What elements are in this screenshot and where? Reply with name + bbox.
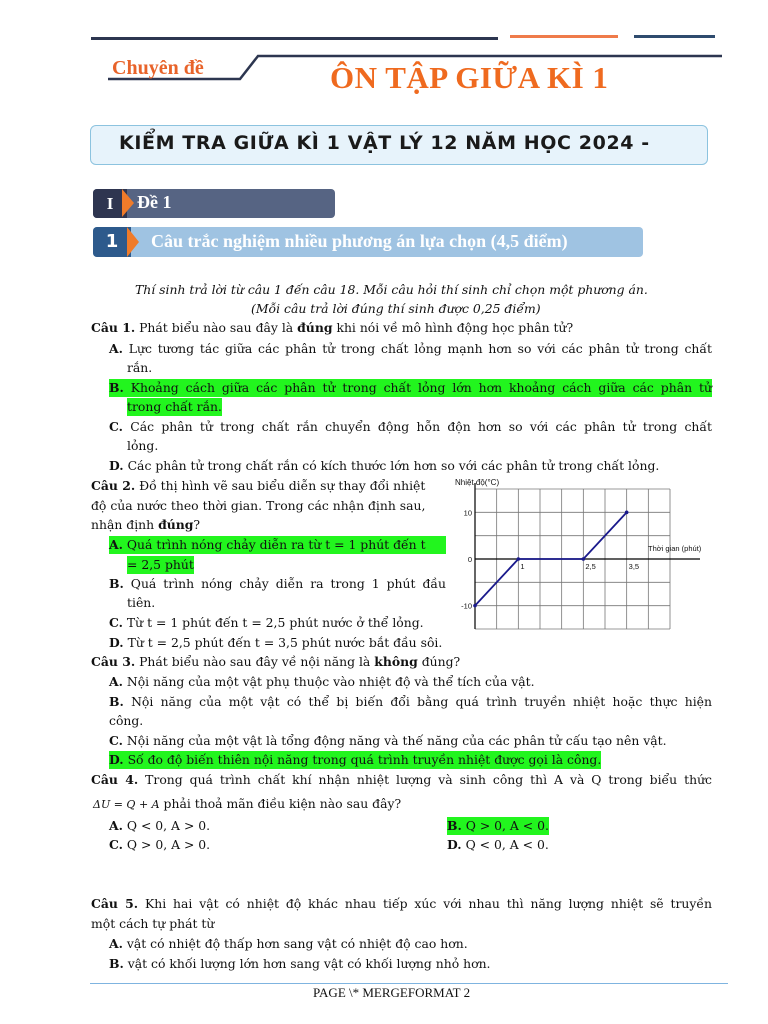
- option-label: B.: [109, 380, 124, 395]
- q1-option-c[interactable]: [109, 418, 712, 436]
- q1-option-c-cont: lỏng.: [127, 438, 159, 453]
- option-label: D.: [109, 752, 124, 767]
- question-text: Trong quá trình chất khí nhận nhiệt lượng và sinh công thì A và Q trong biểu thức: [138, 772, 712, 787]
- option-text: Từ t = 1 phút đến t = 2,5 phút nước ở thể lỏng.: [122, 615, 424, 630]
- option-text: Q > 0, A > 0.: [122, 837, 211, 852]
- option-text: vật có nhiệt độ thấp hơn sang vật có nhiệt độ cao hơn.: [122, 936, 468, 951]
- option-label: A.: [109, 818, 123, 833]
- option-label: D.: [109, 458, 124, 473]
- option-text: Q > 0, A < 0.: [461, 818, 549, 833]
- question-emphasis: đúng: [158, 517, 194, 532]
- option-text: Nội năng của một vật là tổng động năng và thế năng của các phân tử cấu tạo nên vật.: [122, 733, 667, 748]
- q3-option-b-cont: công.: [109, 713, 144, 728]
- option-label: A.: [109, 674, 123, 689]
- footer-rule: [90, 983, 728, 984]
- q2-option-b[interactable]: [109, 575, 446, 593]
- data-point: [625, 511, 629, 515]
- q3-option-c[interactable]: [109, 732, 667, 750]
- option-label: D.: [109, 635, 124, 650]
- q3-option-b[interactable]: [109, 693, 712, 711]
- q2-option-c[interactable]: [109, 614, 424, 632]
- exam-banner: [90, 125, 708, 165]
- option-text: Khoảng cách giữa các phân tử trong chất lỏng lớn hơn khoảng cách giữa các phân tử: [123, 380, 712, 395]
- option-label: B.: [109, 694, 124, 709]
- temperature-time-chart: [453, 477, 718, 637]
- x-axis-label: Thời gian (phút): [648, 544, 702, 553]
- header-rule-navy: [634, 35, 715, 38]
- question-text: Khi hai vật có nhiệt độ khác nhau tiếp xúc với nhau thì năng lượng nhiệt sẽ truyền: [138, 896, 712, 911]
- section-arrow-icon: [127, 227, 139, 257]
- page-footer: PAGE \* MERGEFORMAT 2: [313, 985, 471, 1000]
- option-label: C.: [109, 733, 123, 748]
- question-emphasis: không: [374, 654, 418, 669]
- question-5: [91, 895, 712, 913]
- y-tick-label: -10: [461, 601, 472, 611]
- option-text: Quá trình nóng chảy diễn ra từ t = 1 phút đến t: [122, 537, 426, 552]
- q1-option-d[interactable]: [109, 457, 659, 475]
- option-label: C.: [109, 615, 123, 630]
- question-number: Câu 2.: [91, 478, 136, 493]
- q4-option-b[interactable]: [447, 817, 549, 835]
- option-label: B.: [447, 818, 462, 833]
- option-text: Q < 0, A > 0.: [122, 818, 211, 833]
- section-arrow-icon: [122, 189, 134, 217]
- q1-option-b[interactable]: [109, 379, 712, 397]
- y-tick-label: 0: [467, 555, 472, 564]
- formula: ΔU = Q + A: [93, 798, 160, 811]
- option-text: Từ t = 2,5 phút đến t = 3,5 phút nước bắt đầu sôi.: [123, 635, 443, 650]
- option-label: C.: [109, 837, 123, 852]
- question-text: ?: [193, 517, 201, 532]
- option-label: D.: [447, 837, 462, 852]
- option-label: A.: [109, 341, 123, 356]
- question-number: Câu 1.: [91, 320, 136, 335]
- header-rule-orange: [510, 35, 618, 38]
- y-axis-label: Nhiệt độ(°C): [455, 478, 500, 487]
- question-number: Câu 5.: [91, 896, 139, 911]
- q1-option-a[interactable]: [109, 340, 712, 358]
- question-text: đúng?: [417, 654, 461, 669]
- question-text: Đồ thị hình vẽ sau biểu diễn sự thay đổi nhiệt: [135, 478, 426, 493]
- option-text: Nội năng của một vật phụ thuộc vào nhiệt độ và thể tích của vật.: [122, 674, 535, 689]
- q4-option-d[interactable]: [447, 836, 549, 854]
- q2-option-d[interactable]: [109, 634, 442, 652]
- question-2: [91, 477, 425, 495]
- question-1: [91, 319, 573, 337]
- option-text: Các phân tử trong chất rắn có kích thước lớn hơn so với các phân tử trong chất lỏng.: [127, 458, 660, 473]
- question-text: Phát biểu nào sau đây là: [135, 320, 298, 335]
- q3-option-d[interactable]: [109, 751, 601, 769]
- page-title: ÔN TẬP GIỮA KÌ 1: [330, 60, 609, 95]
- section-label: Câu trắc nghiệm nhiều phương án lựa chọn (4,5 điểm): [151, 231, 568, 251]
- section-number: 1: [93, 227, 131, 257]
- question-number: Câu 3.: [91, 654, 136, 669]
- option-text: Quá trình nóng chảy diễn ra trong 1 phút đầu: [130, 576, 446, 591]
- q2-option-a[interactable]: [109, 536, 446, 554]
- option-text: Lực tương tác giữa các phân tử trong chất lỏng mạnh hơn so với các phân tử trong chất: [128, 341, 712, 356]
- option-text: Q < 0, A < 0.: [461, 837, 549, 852]
- question-4-line-2: [93, 795, 401, 814]
- x-tick-label: 1: [520, 562, 525, 571]
- question-number: Câu 4.: [91, 772, 139, 787]
- data-point: [517, 557, 521, 561]
- q1-option-b-cont: trong chất rắn.: [127, 399, 222, 414]
- section-number: I: [93, 189, 127, 218]
- option-label: B.: [109, 956, 124, 971]
- exam-banner-text: KIỂM TRA GIỮA KÌ 1 VẬT LÝ 12 NĂM HỌC 2024 -: [119, 132, 650, 154]
- option-label: A.: [109, 537, 123, 552]
- option-label: B.: [109, 576, 124, 591]
- x-tick-label: 3,5: [628, 562, 640, 571]
- q1-option-a-cont: rắn.: [127, 360, 153, 375]
- option-label: C.: [109, 419, 123, 434]
- option-text: vật có khối lượng lớn hơn sang vật có khối lượng nhỏ hơn.: [123, 956, 491, 971]
- question-emphasis: đúng: [297, 320, 333, 335]
- option-text: Số đo độ biến thiên nội năng trong quá trình truyền nhiệt được gọi là công.: [123, 752, 602, 767]
- question-2-line-3: [91, 516, 200, 534]
- q5-option-a[interactable]: [109, 935, 468, 953]
- question-4: [91, 771, 712, 789]
- q2-option-a-cont: = 2,5 phút: [127, 557, 194, 572]
- section-label: Đề 1: [137, 192, 172, 212]
- y-tick-label: 10: [463, 508, 472, 518]
- q4-option-a[interactable]: [109, 817, 210, 835]
- question-2-line-2: độ của nước theo thời gian. Trong các nhận định sau,: [91, 498, 426, 513]
- instructions-line-1: Thí sinh trả lời từ câu 1 đến câu 18. Mỗi câu hỏi thí sinh chỉ chọn một phương án.: [135, 282, 648, 297]
- question-3: [91, 653, 460, 671]
- series-label: Chuyên đề: [112, 57, 204, 79]
- option-text: Nội năng của một vật có thể bị biến đổi bằng quá trình truyền nhiệt hoặc thực hiện: [123, 694, 712, 709]
- q5-option-b[interactable]: [109, 955, 490, 973]
- data-point: [473, 604, 477, 608]
- section-heading-multiple-choice: [93, 227, 643, 257]
- question-text: khi nói về mô hình động học phân tử?: [332, 320, 574, 335]
- option-label: A.: [109, 936, 123, 951]
- section-heading-de1: [93, 189, 335, 218]
- option-text: Các phân tử trong chất rắn chuyển động hỗn độn hơn so với các phân tử trong chất: [130, 419, 712, 434]
- instructions-line-2: (Mỗi câu trả lời đúng thí sinh được 0,25 điểm): [251, 301, 541, 316]
- data-point: [582, 557, 586, 561]
- q3-option-a[interactable]: [109, 673, 535, 691]
- question-5-line-2: một cách tự phát từ: [91, 916, 215, 931]
- q4-option-c[interactable]: [109, 836, 210, 854]
- q2-option-b-cont: tiên.: [127, 595, 156, 610]
- question-text: nhận định: [91, 517, 159, 532]
- x-tick-label: 2,5: [585, 562, 596, 571]
- header-rule-dark: [91, 37, 498, 40]
- question-text: phải thoả mãn điều kiện nào sau đây?: [159, 796, 402, 811]
- question-text: Phát biểu nào sau đây về nội năng là: [135, 654, 375, 669]
